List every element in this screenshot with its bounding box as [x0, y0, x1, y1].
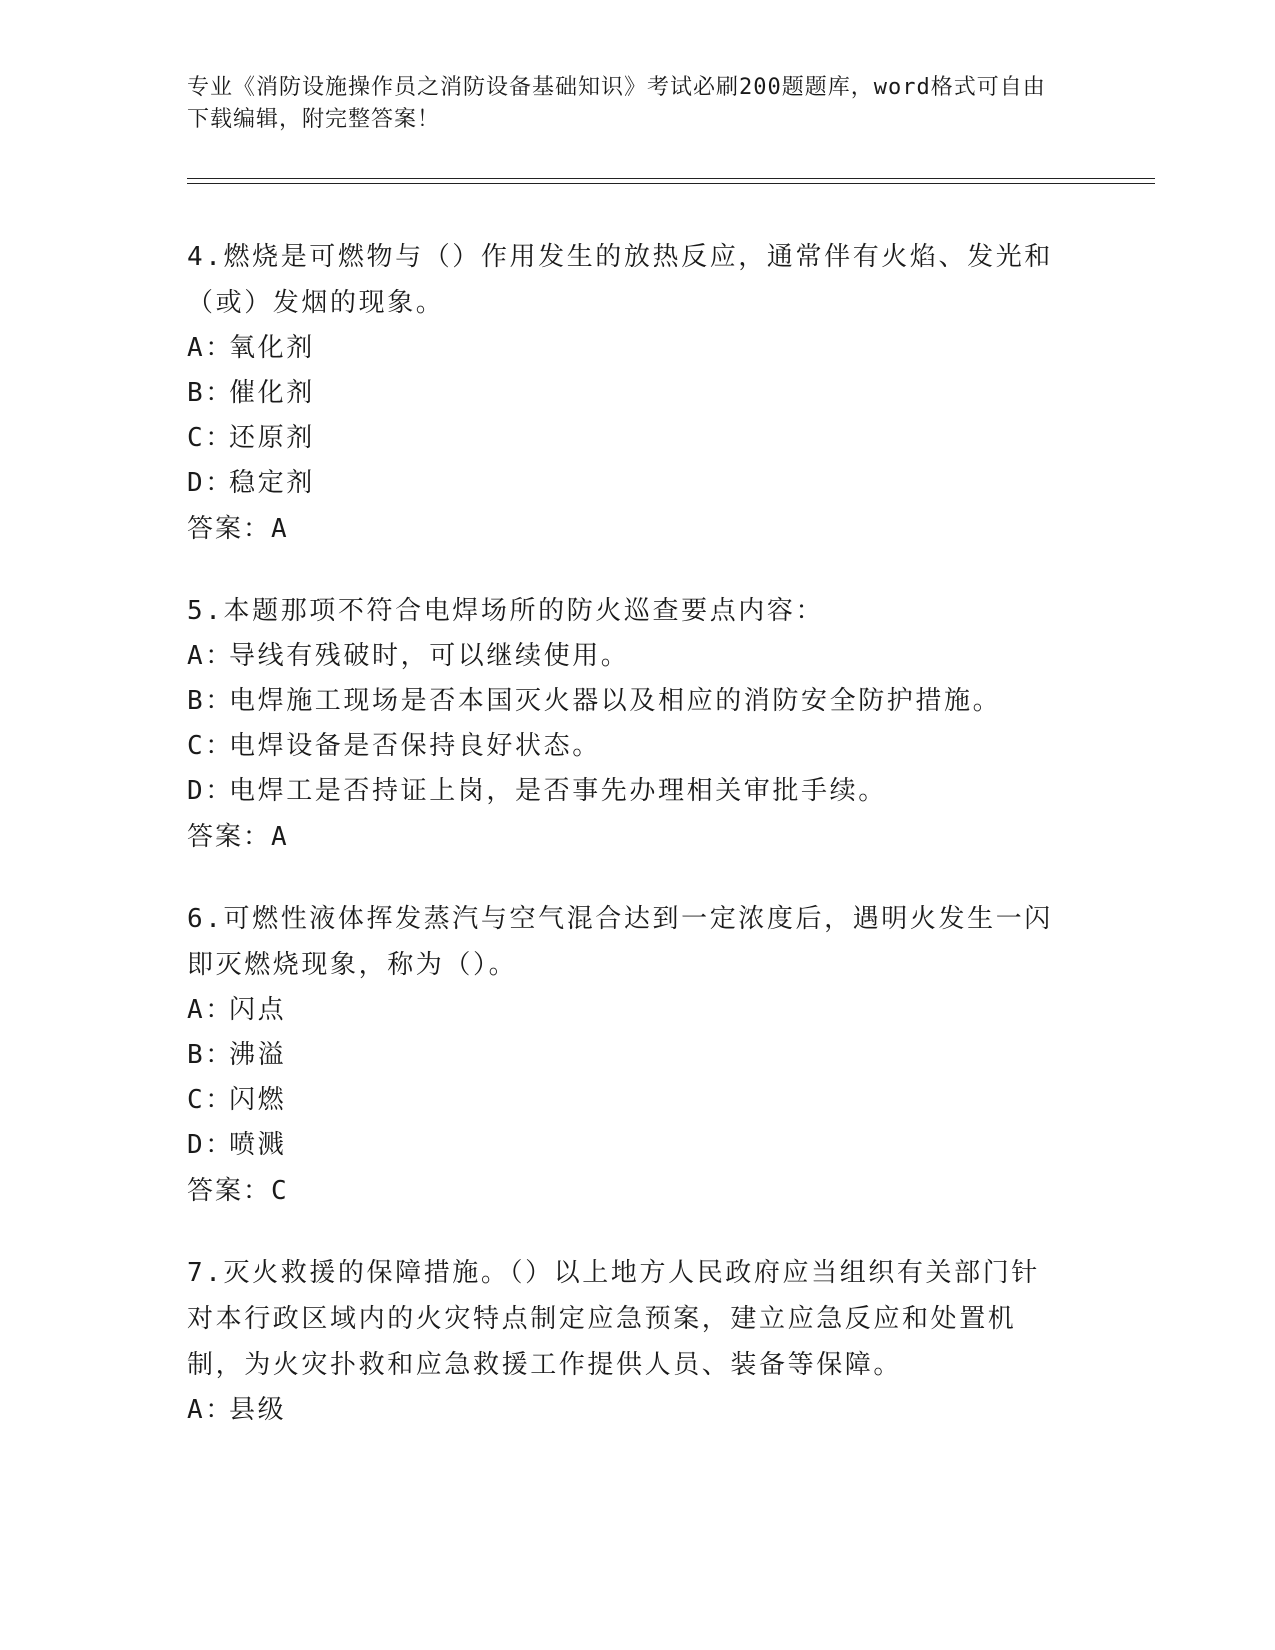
option-text: 闪点	[229, 995, 287, 1025]
question-item	[187, 1250, 1067, 1433]
option-d	[187, 769, 1067, 814]
option-b	[187, 1033, 1067, 1078]
option-text: 还原剂	[229, 423, 315, 453]
option-label: C：	[187, 423, 234, 453]
option-d	[187, 1123, 1067, 1168]
question-item	[187, 588, 1067, 860]
header-divider	[187, 178, 1155, 184]
question-list	[187, 234, 1067, 1469]
option-text: 导线有残破时，可以继续使用。	[229, 641, 630, 671]
document-header	[187, 72, 1067, 136]
option-label: C：	[187, 1085, 234, 1115]
option-text: 县级	[229, 1395, 287, 1425]
option-label: B：	[187, 686, 234, 716]
option-text: 电焊设备是否保持良好状态。	[229, 731, 601, 761]
answer-line: 答案：A	[187, 514, 289, 544]
option-b	[187, 371, 1067, 416]
option-label: D：	[187, 1130, 234, 1160]
option-text: 沸溢	[229, 1040, 287, 1070]
option-text: 氧化剂	[229, 333, 315, 363]
answer-line: 答案：A	[187, 822, 289, 852]
question-item	[187, 896, 1067, 1214]
option-label: A：	[187, 333, 234, 363]
question-item	[187, 234, 1067, 552]
option-text: 稳定剂	[229, 468, 315, 498]
option-text: 电焊工是否持证上岗，是否事先办理相关审批手续。	[229, 776, 887, 806]
document-title: 专业《消防设施操作员之消防设备基础知识》考试必刷200题题库，word格式可自由下载编辑，附完整答案！	[187, 75, 1046, 132]
option-label: D：	[187, 468, 234, 498]
option-text: 电焊施工现场是否本国灭火器以及相应的消防安全防护措施。	[229, 686, 1002, 716]
option-a	[187, 634, 1067, 679]
option-c	[187, 1078, 1067, 1123]
option-label: B：	[187, 378, 234, 408]
option-label: A：	[187, 1395, 234, 1425]
question-text: 6.可燃性液体挥发蒸汽与空气混合达到一定浓度后，遇明火发生一闪即灭燃烧现象，称为（）。	[187, 904, 1053, 980]
option-a	[187, 1388, 1067, 1433]
option-b	[187, 679, 1067, 724]
option-text: 喷溅	[229, 1130, 287, 1160]
option-text: 闪燃	[229, 1085, 287, 1115]
option-label: A：	[187, 995, 234, 1025]
option-label: B：	[187, 1040, 234, 1070]
option-d	[187, 461, 1067, 506]
option-a	[187, 988, 1067, 1033]
question-text: 4.燃烧是可燃物与（）作用发生的放热反应，通常伴有火焰、发光和（或）发烟的现象。	[187, 242, 1053, 318]
question-text: 5.本题那项不符合电焊场所的防火巡查要点内容：	[187, 596, 825, 626]
question-text: 7.灭火救援的保障措施。（）以上地方人民政府应当组织有关部门针对本行政区域内的火灾特点制定应急预案，建立应急反应和处置机制，为火灾扑救和应急救援工作提供人员、装备等保障。	[187, 1258, 1040, 1380]
option-c	[187, 724, 1067, 769]
option-c	[187, 416, 1067, 461]
option-a	[187, 326, 1067, 371]
option-label: C：	[187, 731, 234, 761]
option-label: D：	[187, 776, 234, 806]
option-text: 催化剂	[229, 378, 315, 408]
option-label: A：	[187, 641, 234, 671]
answer-line: 答案：C	[187, 1176, 289, 1206]
